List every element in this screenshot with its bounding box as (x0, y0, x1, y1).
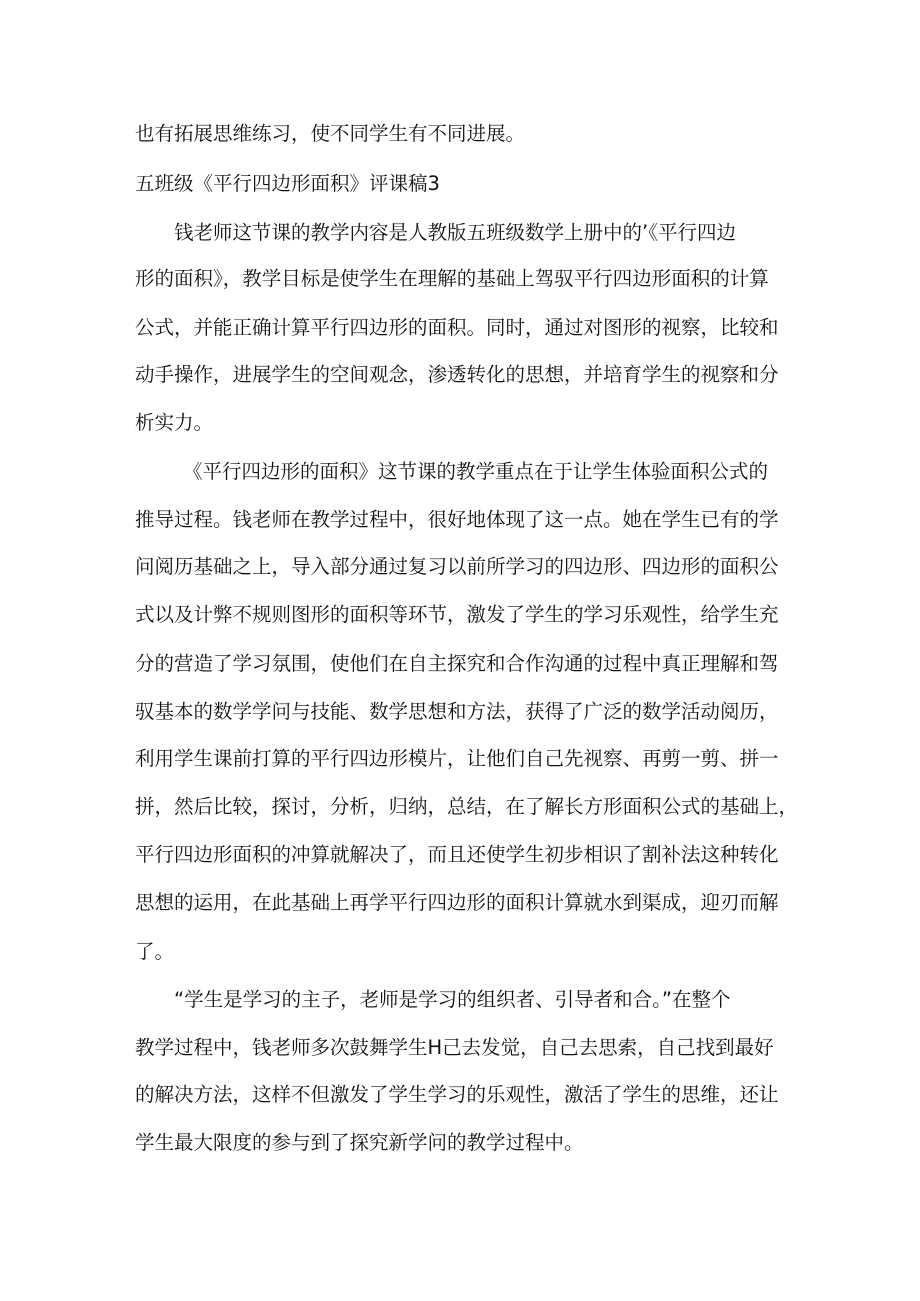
section-heading: 五班级《平行四边形面积》评课稿3 (135, 172, 440, 195)
paragraph-line: 钱老师这节课的教学内容是人教版五班级数学上册中的’《平行四边 (174, 221, 736, 244)
paragraph-line: 利用学生课前打算的平行四边形模片，让他们自己先视察、再剪一剪、拼一 (135, 747, 779, 770)
paragraph-line: 了。 (135, 940, 175, 963)
paragraph-line: 形的面积》，教学目标是使学生在理解的基础上驾驭平行四边形面积的计算 (135, 267, 769, 290)
paragraph-line: 拼，然后比较，探讨，分析，归纳，总结，在了解长方形面积公式的基础上， (135, 795, 799, 818)
paragraph-line: 推导过程。钱老师在教学过程中，很好地体现了这一点。她在学生已有的学 (135, 508, 779, 531)
paragraph-line: 思想的运用，在此基础上再学平行四边形的面积计算就水到渠成，迎刃而解 (135, 891, 779, 914)
paragraph-line: 平行四边形面积的冲算就解决了，而且还使学生初步相识了割补法这种转化 (135, 843, 779, 866)
paragraph-line: 公式，并能正确计算平行四边形的面积。同时，通过对图形的视察，比较和 (135, 316, 779, 339)
paragraph-line: 的解决方法，这样不但激发了学生学习的乐观性，激活了学生的思维，还让 (135, 1083, 779, 1106)
paragraph-line: “学生是学习的主子，老师是学习的组织者、引导者和合。”在整个 (174, 988, 731, 1011)
paragraph-line: 《平行四边形的面积》这节课的教学重点在于让学生体验面积公式的 (183, 460, 769, 483)
text-line: 也有拓展思维练习，使不同学生有不同进展。 (135, 122, 526, 145)
paragraph-line: 问阅历基础之上，导入部分通过复习以前所学习的四边形、四边形的面积公 (135, 555, 779, 578)
paragraph-line: 驭基本的数学学问与技能、数学思想和方法，获得了广泛的数学活动阅历， (135, 700, 779, 723)
paragraph-line: 分的营造了学习氛围，使他们在自主探究和合作沟通的过程中真正理解和驾 (135, 652, 779, 675)
paragraph-line: 式以及计弊不规则图形的面积等环节，激发了学生的学习乐观性，给学生充 (135, 603, 779, 626)
paragraph-line: 析实力。 (135, 411, 214, 434)
paragraph-line: 动手操作，进展学生的空间观念，渗透转化的思想，并培育学生的视察和分 (135, 363, 779, 386)
paragraph-line: 教学过程中，钱老师多次鼓舞学生H己去发觉，自己去思索，自己找到最好 (135, 1036, 774, 1059)
paragraph-line: 学生最大限度的参与到了探究新学问的教学过程中。 (135, 1131, 584, 1154)
